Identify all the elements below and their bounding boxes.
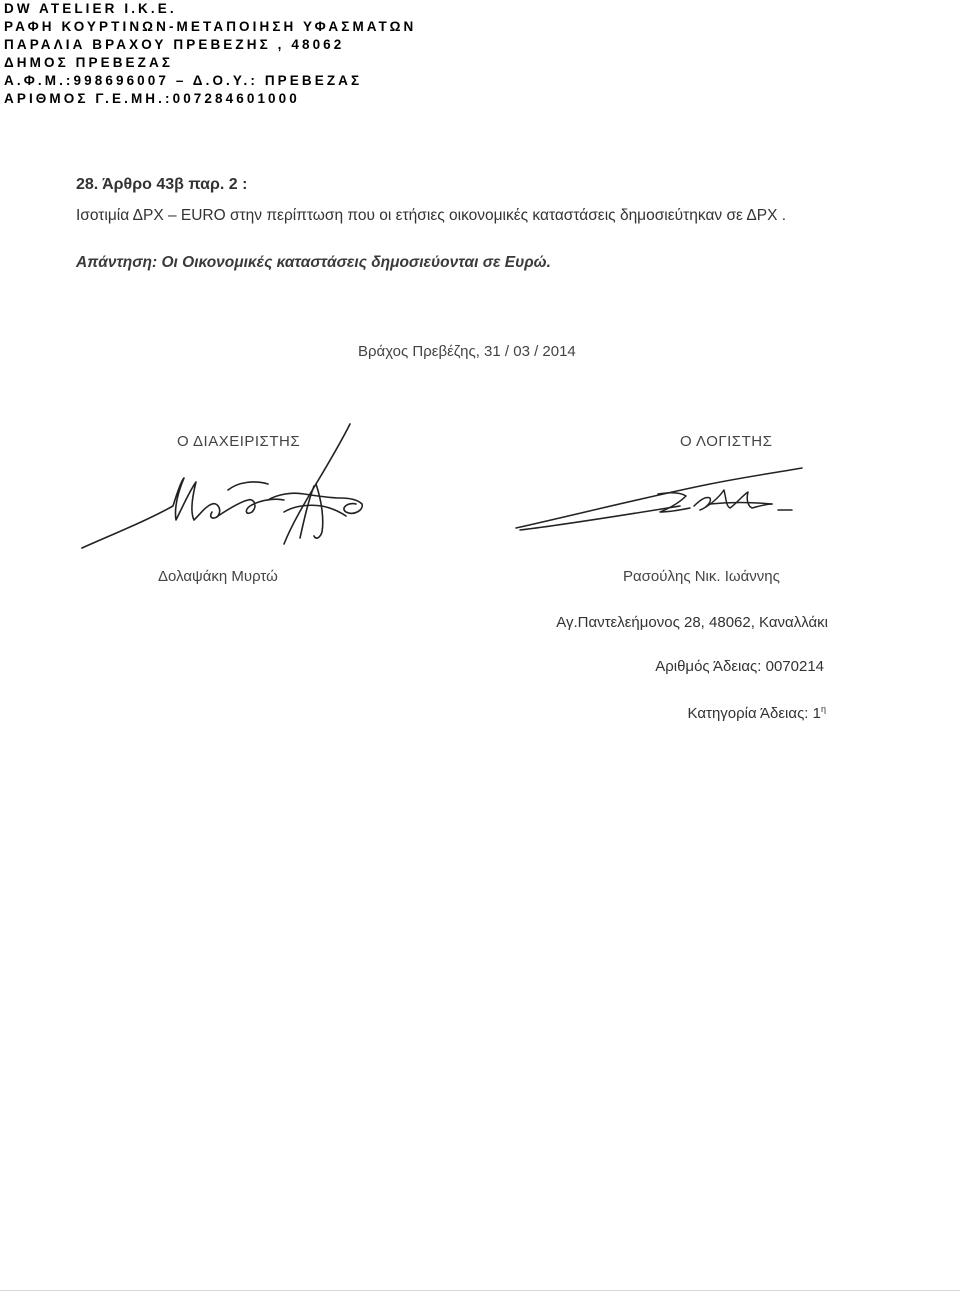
license-number: Αριθμός Άδειας: 0070214 bbox=[655, 658, 824, 675]
accountant-role-label: Ο ΛΟΓΙΣΤΗΣ bbox=[680, 433, 773, 450]
accountant-signature bbox=[510, 466, 810, 538]
company-tax-info: Α.Φ.Μ.:998696007 – Δ.Ο.Υ.: ΠΡΕΒΕΖΑΣ bbox=[4, 73, 363, 88]
company-activity: ΡΑΦΗ ΚΟΥΡΤΙΝΩΝ-ΜΕΤΑΠΟΙΗΣΗ ΥΦΑΣΜΑΤΩΝ bbox=[4, 19, 417, 34]
question-text: Ισοτιμία ΔΡΧ – EURO στην περίπτωση που οι ετήσιες οικονομικές καταστάσεις δημοσιεύτηκαν σε ΔΡΧ . bbox=[76, 207, 787, 224]
bottom-divider bbox=[0, 1290, 960, 1291]
company-gemi-number: ΑΡΙΘΜΟΣ Γ.Ε.ΜΗ.:007284601000 bbox=[4, 91, 300, 106]
answer-text: Απάντηση: Οι Οικονομικές καταστάσεις δημοσιεύονται σε Ευρώ. bbox=[76, 254, 551, 271]
question-title: 28. Άρθρο 43β παρ. 2 : bbox=[76, 176, 248, 193]
company-address: ΠΑΡΑΛΙΑ ΒΡΑΧΟΥ ΠΡΕΒΕΖΗΣ , 48062 bbox=[4, 37, 345, 52]
letterhead bbox=[4, 0, 416, 108]
license-category bbox=[688, 704, 826, 722]
license-category-text: Κατηγορία Άδειας: 1 bbox=[687, 705, 821, 722]
manager-signature bbox=[78, 420, 368, 555]
company-name: DW ATELIER I.K.E. bbox=[4, 1, 177, 16]
company-municipality: ΔΗΜΟΣ ΠΡΕΒΕΖΑΣ bbox=[4, 55, 174, 70]
accountant-address: Αγ.Παντελεήμονος 28, 48062, Καναλλάκι bbox=[556, 614, 828, 631]
manager-name: Δολαψάκη Μυρτώ bbox=[158, 568, 278, 585]
manager-role-label: Ο ΔΙΑΧΕΙΡΙΣΤΗΣ bbox=[177, 433, 301, 450]
accountant-name: Ρασούλης Νικ. Ιωάννης bbox=[623, 568, 780, 585]
license-category-superscript: η bbox=[820, 704, 826, 714]
place-date: Βράχος Πρεβέζης, 31 / 03 / 2014 bbox=[358, 343, 576, 360]
